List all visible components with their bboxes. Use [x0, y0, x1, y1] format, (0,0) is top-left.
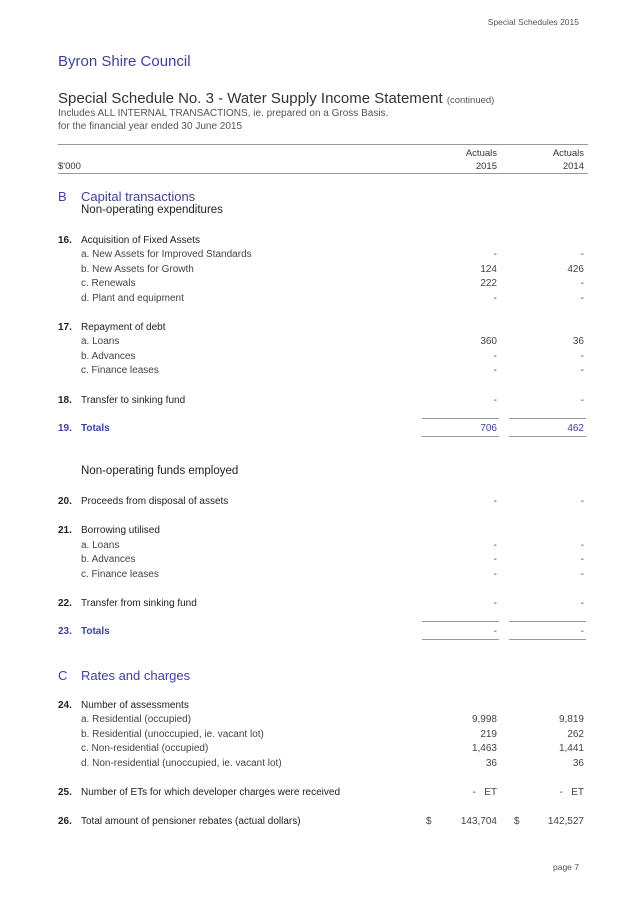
item-21c-2014: - — [580, 569, 584, 580]
item-25-2014: - ET — [559, 787, 584, 798]
item-26-currency-2015: $ — [426, 816, 432, 827]
item-24-label: Number of assessments — [81, 700, 189, 711]
schedule-period-note: for the financial year ended 30 June 2015 — [58, 121, 243, 132]
item-23-number: 23. — [58, 626, 72, 637]
item-26-2014: 142,527 — [547, 816, 584, 827]
item-26-label: Total amount of pensioner rebates (actual dollars) — [81, 816, 301, 827]
col2-header-year: 2014 — [562, 161, 584, 172]
item-25-2015: - ET — [472, 787, 497, 798]
item-16c-2014: - — [580, 278, 584, 289]
item-26-number: 26. — [58, 816, 72, 827]
item-17a-2015: 360 — [480, 336, 497, 347]
totals-19-underline-col1 — [422, 436, 499, 437]
item-19-2014: 462 — [567, 423, 584, 434]
item-16d-2014: - — [580, 293, 584, 304]
item-18-number: 18. — [58, 395, 72, 406]
item-26-2015: 143,704 — [460, 816, 497, 827]
item-21c-label: c. Finance leases — [81, 569, 159, 580]
item-24-number: 24. — [58, 700, 72, 711]
item-22-2014: - — [580, 598, 584, 609]
item-24b-2015: 219 — [480, 729, 497, 740]
running-header: Special Schedules 2015 — [487, 17, 579, 27]
item-17b-2014: - — [580, 351, 584, 362]
totals-23-rule-col2 — [509, 621, 586, 622]
schedule-basis-note: Includes ALL INTERNAL TRANSACTIONS, ie. prepared on a Gross Basis. — [58, 108, 389, 119]
item-21a-2014: - — [580, 540, 584, 551]
item-26-currency-2014: $ — [514, 816, 520, 827]
col2-header-top: Actuals — [552, 148, 584, 159]
item-16b-2015: 124 — [480, 264, 497, 275]
item-21a-label: a. Loans — [81, 540, 120, 551]
totals-23-rule-col1 — [422, 621, 499, 622]
item-16c-label: c. Renewals — [81, 278, 136, 289]
item-16-label: Acquisition of Fixed Assets — [81, 235, 200, 246]
item-16-number: 16. — [58, 235, 72, 246]
council-name: Byron Shire Council — [58, 53, 191, 70]
item-21-number: 21. — [58, 525, 72, 536]
item-22-2015: - — [493, 598, 497, 609]
item-16c-2015: 222 — [480, 278, 497, 289]
item-18-2014: - — [580, 395, 584, 406]
item-16a-label: a. New Assets for Improved Standards — [81, 249, 252, 260]
item-21b-2015: - — [493, 554, 497, 565]
totals-23-underline-col1 — [422, 639, 499, 640]
schedule-title — [58, 90, 494, 107]
section-b-subtitle: Non-operating expenditures — [81, 204, 223, 216]
item-21b-2014: - — [580, 554, 584, 565]
item-24b-label: b. Residential (unoccupied, ie. vacant lot) — [81, 729, 264, 740]
item-24d-label: d. Non-residential (unoccupied, ie. vacant lot) — [81, 758, 282, 769]
item-16d-2015: - — [493, 293, 497, 304]
item-24b-2014: 262 — [567, 729, 584, 740]
item-16a-2014: - — [580, 249, 584, 260]
col1-header-year: 2015 — [475, 161, 497, 172]
item-16a-2015: - — [493, 249, 497, 260]
item-16b-2014: 426 — [567, 264, 584, 275]
item-17c-2014: - — [580, 365, 584, 376]
item-24a-label: a. Residential (occupied) — [81, 714, 192, 725]
item-23-label: Totals — [81, 626, 110, 637]
item-20-label: Proceeds from disposal of assets — [81, 496, 229, 507]
item-21-label: Borrowing utilised — [81, 525, 160, 536]
item-18-2015: - — [493, 395, 497, 406]
item-24a-2014: 9,819 — [558, 714, 584, 725]
totals-23-underline-col2 — [509, 639, 586, 640]
section-b-subtitle-2: Non-operating funds employed — [81, 465, 239, 477]
item-20-number: 20. — [58, 496, 72, 507]
table-header-rule — [58, 173, 588, 174]
item-24c-2014: 1,441 — [558, 743, 584, 754]
item-25-label: Number of ETs for which developer charges were received — [81, 787, 341, 798]
item-23-2014: - — [580, 626, 584, 637]
totals-19-rule-col1 — [422, 418, 499, 419]
item-21c-2015: - — [493, 569, 497, 580]
item-17a-label: a. Loans — [81, 336, 120, 347]
item-17a-2014: 36 — [572, 336, 584, 347]
item-16d-label: d. Plant and equipment — [81, 293, 184, 304]
item-22-number: 22. — [58, 598, 72, 609]
totals-19-rule-col2 — [509, 418, 586, 419]
section-b-letter: B — [58, 189, 67, 204]
item-25-number: 25. — [58, 787, 72, 798]
item-17-label: Repayment of debt — [81, 322, 166, 333]
item-24c-2015: 1,463 — [471, 743, 497, 754]
item-24d-2014: 36 — [572, 758, 584, 769]
unit-label: $'000 — [58, 161, 81, 172]
item-17c-2015: - — [493, 365, 497, 376]
item-22-label: Transfer from sinking fund — [81, 598, 197, 609]
item-21b-label: b. Advances — [81, 554, 136, 565]
schedule-title-text: Special Schedule No. 3 - Water Supply Income Statement — [58, 90, 443, 107]
item-17b-2015: - — [493, 351, 497, 362]
item-20-2014: - — [580, 496, 584, 507]
col1-header-top: Actuals — [465, 148, 497, 159]
item-19-number: 19. — [58, 423, 72, 434]
page-number: page 7 — [553, 862, 579, 872]
item-16b-label: b. New Assets for Growth — [81, 264, 194, 275]
item-18-label: Transfer to sinking fund — [81, 395, 186, 406]
item-20-2015: - — [493, 496, 497, 507]
item-24a-2015: 9,998 — [471, 714, 497, 725]
table-top-rule — [58, 144, 588, 145]
item-24c-label: c. Non-residential (occupied) — [81, 743, 209, 754]
section-b-title: Capital transactions — [81, 189, 196, 204]
item-17-number: 17. — [58, 322, 72, 333]
item-21a-2015: - — [493, 540, 497, 551]
item-24d-2015: 36 — [485, 758, 497, 769]
item-17c-label: c. Finance leases — [81, 365, 159, 376]
section-c-letter: C — [58, 668, 68, 683]
item-19-2015: 706 — [480, 423, 497, 434]
section-c-title: Rates and charges — [81, 668, 191, 683]
item-17b-label: b. Advances — [81, 351, 136, 362]
continued-note: (continued) — [446, 95, 495, 106]
item-19-label: Totals — [81, 423, 110, 434]
item-23-2015: - — [493, 626, 497, 637]
totals-19-underline-col2 — [509, 436, 586, 437]
